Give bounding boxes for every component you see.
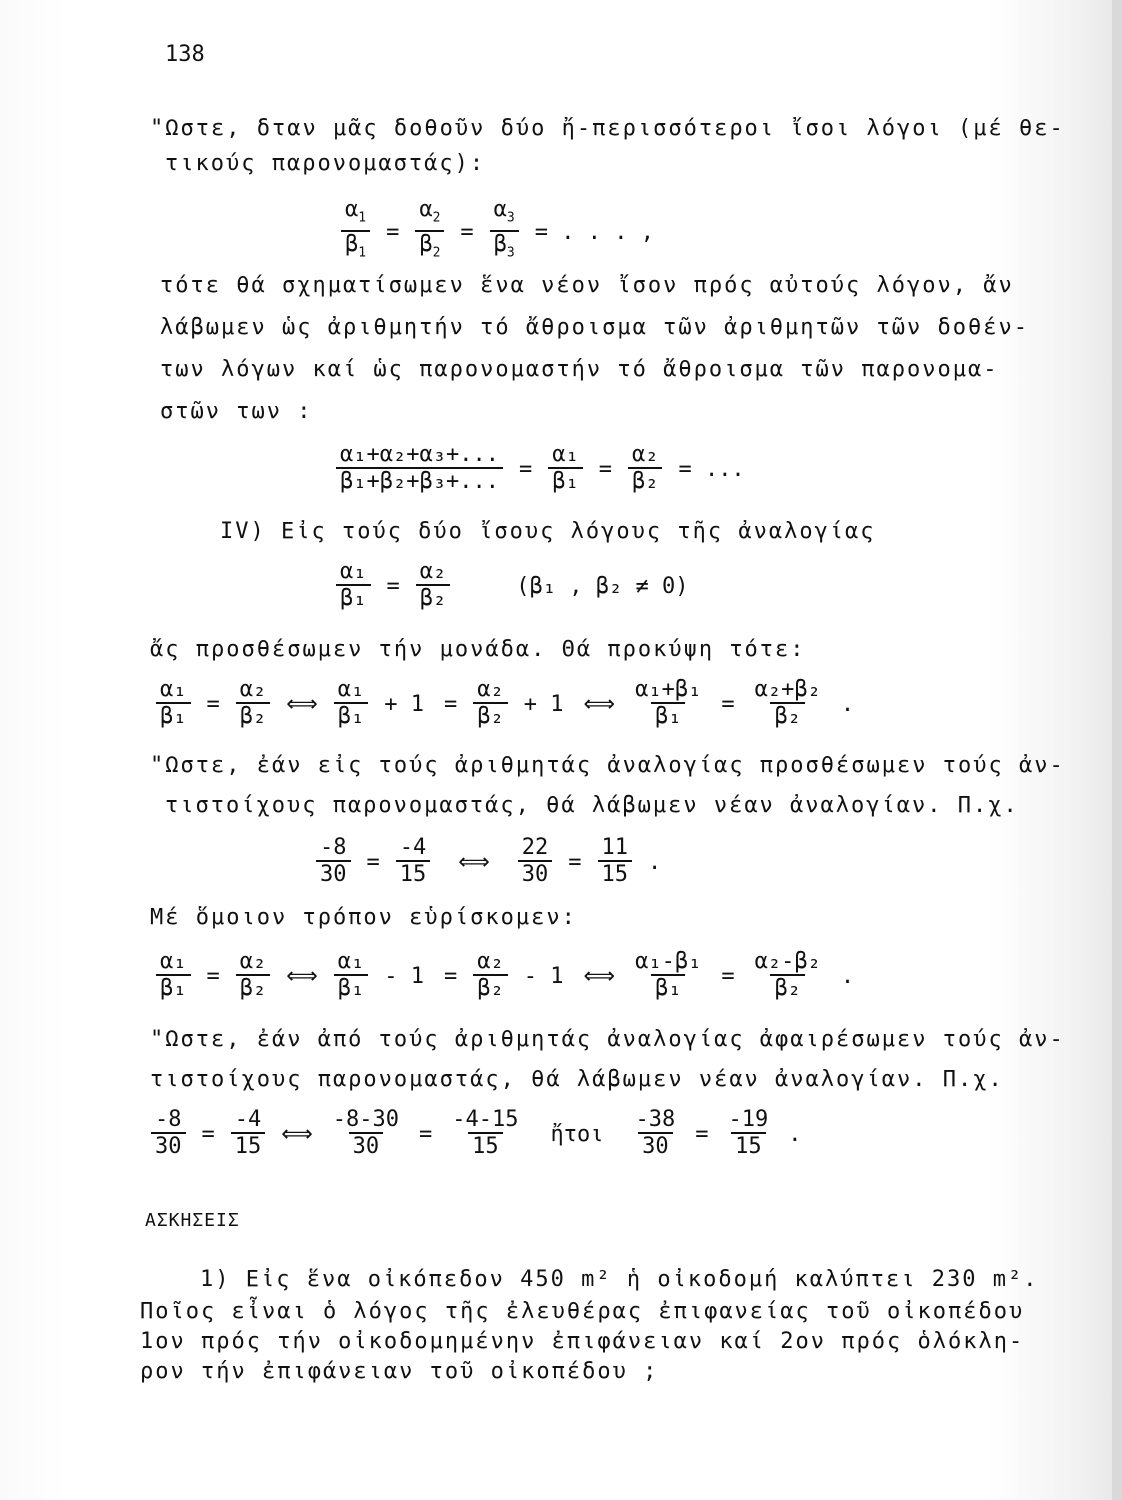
diff-ratio-2: $\frac{\text{α₂-β₂}}{\text{β₂}}$ <box>754 949 821 1001</box>
exercises-heading: ΑΣΚΗΣΕΙΣ <box>145 1210 240 1231</box>
sum-ratio-2: $\frac{\text{α₂+β₂}}{\text{β₂}}$ <box>754 677 821 729</box>
equation-proportion: $\frac{\text{α₁}}{\text{β₁}}$ = $\frac{\text{α₂}}{\text{β₂}}$ (β₁ , β₂ ≠ 0) <box>330 560 688 612</box>
ratio-1: $\frac{\text{α₁}}{\text{β₁}}$ <box>548 443 583 495</box>
ratio-3: $\frac{\alpha_3}{\beta_3}$ <box>490 198 519 267</box>
paragraph-2-line-1: τότε θά σχηματίσωμεν ἕνα νέον ἴσον πρός αὐτούς λόγον, ἄν <box>160 273 1014 298</box>
paragraph-5-line-2: τιστοίχους παρονομαστάς, θά λάβωμεν νέαν ἀναλογίαν. Π.χ. <box>150 1067 1004 1092</box>
fraction: $\frac{-19}{15}$ <box>728 1107 769 1159</box>
paragraph-2-line-2: λάβωμεν ὡς ἀριθμητήν τό ἄθροισμα τῶν ἀριθμητῶν τῶν δοθέν- <box>160 315 1029 340</box>
ratio-1: α₁ β₁ <box>334 950 369 1002</box>
equation-sum-of-ratios: $\frac{\text{α₁+α₂+α₃+...}}{\text{β₁+β₂+β₃+...}}$ = $\frac{\text{α₁}}{\text{β₁}}$ = $\frac{\text{α₂}}{\text{β₂}}$ = ... <box>330 443 755 495</box>
paragraph-3-line-2: τιστοίχους παρονομαστάς, θά λάβωμεν νέαν ἀναλογίαν. Π.χ. <box>165 793 1019 818</box>
diff-ratio-1: $\frac{\text{α₁-β₁}}{\text{β₁}}$ <box>635 949 702 1001</box>
fraction: $\frac{22}{30}$ <box>518 836 553 888</box>
fraction: $\frac{-4}{15}$ <box>231 1108 266 1160</box>
sum-ratio-1: $\frac{\text{α₁+β₁}}{\text{β₁}}$ <box>635 677 702 729</box>
equation-add-one: $\frac{\text{α₁}}{\text{β₁}}$ = $\frac{\text{α₂}}{\text{β₂}}$ ⟺ α₁ β₁ + 1 = $\frac{\text{α₂}}{\text{β₂}}$ + 1 ⟺ $\frac{\text{α₁+β₁}}{\text{β₁}}$ = $\frac{\text{α₂+β₂}}{\text{β₂}}$ . <box>150 678 864 730</box>
fraction: $\frac{-4}{15}$ <box>396 836 431 888</box>
ratio-2: $\frac{\text{α₂}}{\text{β₂}}$ <box>473 950 508 1002</box>
ratio-2: $\frac{\text{α₂}}{\text{β₂}}$ <box>628 443 663 495</box>
fraction: $\frac{-8-30}{30}$ <box>332 1107 400 1159</box>
fraction: $\frac{11}{15}$ <box>598 836 633 888</box>
ratio-1: $\frac{\text{α₁}}{\text{β₁}}$ <box>156 678 191 730</box>
ratio-1: $\frac{\text{α₁}}{\text{β₁}}$ <box>156 950 191 1002</box>
example-subtraction: $\frac{-8}{30}$ = $\frac{-4}{15}$ ⟺ $\frac{-8-30}{30}$ = $\frac{-4-15}{15}$ ἤτοι $\frac{-38}{30}$ = $\frac{-19}{15}$ . <box>145 1108 812 1160</box>
paragraph-1-line-1: "Ωστε, δταν μᾶς δοθοῦν δύο ἤ-περισσότεροι ἴσοι λόγοι (μέ θε- <box>150 116 1065 141</box>
sum-ratio: $\frac{\text{α₁+α₂+α₃+...}}{\text{β₁+β₂+β₃+...}}$ <box>336 443 503 495</box>
ratio-2: $\frac{\text{α₂}}{\text{β₂}}$ <box>473 678 508 730</box>
equation-equal-ratios: $\frac{\alpha_1}{\beta_1}$ = $\frac{\alpha_2}{\beta_2}$ = $\frac{\alpha_3}{\beta_3}$ = . . . , <box>335 198 664 267</box>
exercise-1-line-1: 1) Εἰς ἕνα οἰκόπεδον 450 m² ἡ οἰκοδομή καλύπτει 230 m². <box>200 1267 1039 1292</box>
ratio-1: $\frac{\text{α₁}}{\text{β₁}}$ <box>336 560 371 612</box>
section-4-line-1: IV) Εἰς τούς δύο ἴσους λόγους τῆς ἀναλογίας <box>220 519 876 544</box>
ratio-2: $\frac{\text{α₂}}{\text{β₂}}$ <box>236 678 271 730</box>
exercise-1-line-2: Ποῖος εἶναι ὁ λόγος τῆς ἐλευθέρας ἐπιφανείας τοῦ οἰκοπέδου <box>140 1299 1025 1324</box>
paragraph-1-line-2: τικούς παρονομαστάς): <box>165 151 486 176</box>
ratio-1: α₁ β₁ <box>334 678 369 730</box>
fraction: $\frac{-8}{30}$ <box>151 1108 186 1160</box>
paragraph-4-line-1: Μέ ὅμοιον τρόπον εὑρίσκομεν: <box>150 905 577 930</box>
ratio-1: $\frac{\alpha_1}{\beta_1}$ <box>341 198 370 267</box>
page-edge-shadow <box>1112 0 1122 1500</box>
fraction: $\frac{-4-15}{15}$ <box>452 1107 519 1159</box>
page-number: 138 <box>165 42 205 67</box>
paragraph-5-line-1: "Ωστε, ἐάν ἀπό τούς ἀριθμητάς ἀναλογίας ἀφαιρέσωμεν τούς ἀν- <box>150 1027 1065 1052</box>
fraction: $\frac{-8}{30}$ <box>316 836 351 888</box>
fraction: $\frac{-38}{30}$ <box>635 1107 676 1159</box>
ratio-2: $\frac{\text{α₂}}{\text{β₂}}$ <box>236 950 271 1002</box>
nonzero-condition: (β₁ , β₂ ≠ 0) <box>516 573 689 599</box>
equation-subtract-one: $\frac{\text{α₁}}{\text{β₁}}$ = $\frac{\text{α₂}}{\text{β₂}}$ ⟺ α₁ β₁ - 1 = $\frac{\text{α₂}}{\text{β₂}}$ - 1 ⟺ $\frac{\text{α₁-β₁}}{\text{β₁}}$ = $\frac{\text{α₂-β₂}}{\text{β₂}}$ . <box>150 950 864 1002</box>
paragraph-2-line-4: στῶν των : <box>160 399 313 424</box>
paragraph-2-line-3: των λόγων καί ὡς παρονομαστήν τό ἄθροισμα τῶν παρονομα- <box>160 357 999 382</box>
example-addition: $\frac{-8}{30}$ = $\frac{-4}{15}$ ⟺ $\frac{22}{30}$ = $\frac{11}{15}$ . <box>310 836 671 888</box>
paragraph-3-line-1: "Ωστε, ἐάν εἰς τούς ἀριθμητάς ἀναλογίας προσθέσωμεν τούς ἀν- <box>150 753 1065 778</box>
section-4-line-2: ἄς προσθέσωμεν τήν μονάδα. Θά προκύψη τότε: <box>150 637 806 662</box>
exercise-1-line-4: ρον τήν ἐπιφάνειαν τοῦ οἰκοπέδου ; <box>140 1359 659 1384</box>
exercise-1-line-3: 1ον πρός τήν οἰκοδομημένην ἐπιφάνειαν καί 2ον πρός ὁλόκλη- <box>140 1329 1025 1354</box>
ratio-2: $\frac{\text{α₂}}{\text{β₂}}$ <box>416 560 451 612</box>
ratio-2: $\frac{\alpha_2}{\beta_2}$ <box>415 198 444 267</box>
